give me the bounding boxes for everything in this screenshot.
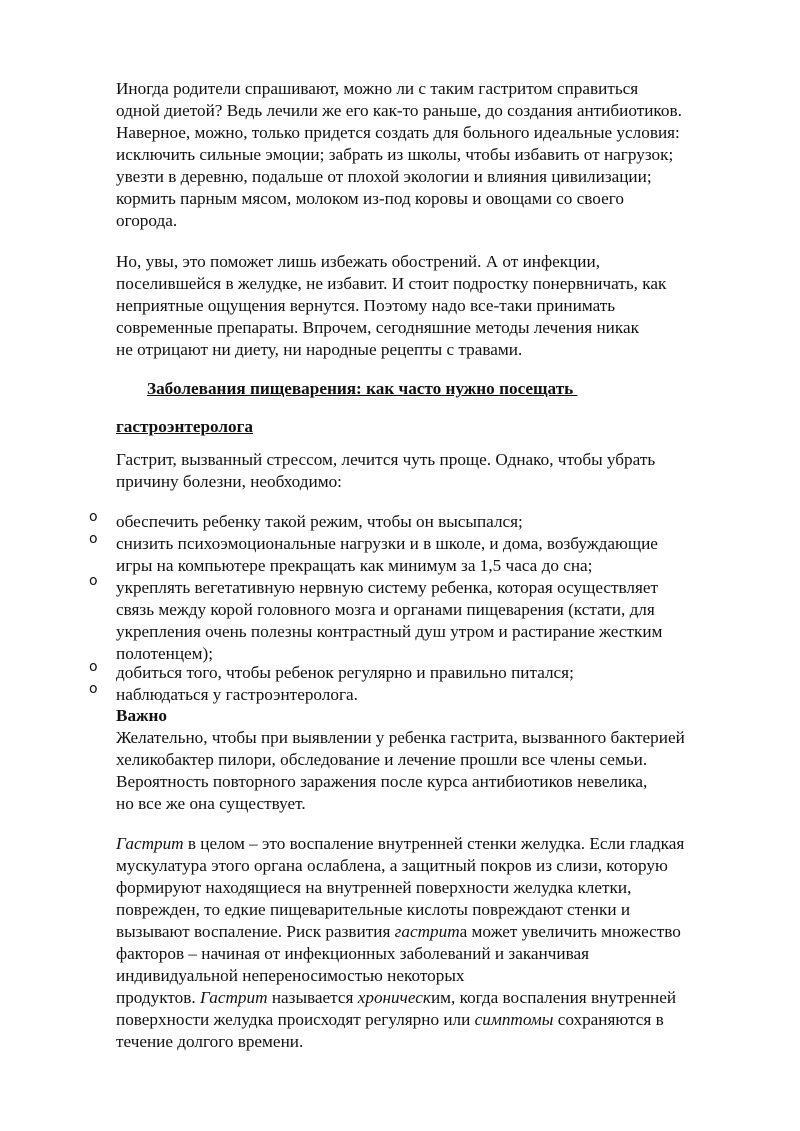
text-span: в целом – это воспаление внутренней стенки желудка. Если гладкая	[183, 834, 685, 853]
list-item-text: укреплять вегетативную нервную систему ребенка, которая осуществляет	[116, 578, 659, 597]
text-span: им, когда воспаления внутренней	[430, 988, 677, 1007]
text-line: Желательно, чтобы при выявлении у ребенка гастрита, вызванного бактерией	[116, 728, 685, 747]
bullet-marker: o	[89, 573, 98, 589]
text-line	[116, 987, 676, 1010]
important-label: Важно	[116, 706, 168, 725]
text-span: сохраняются в	[553, 1010, 664, 1029]
text-line: мускулатура этого органа ослаблена, а защитный покров из слизи, которую	[116, 856, 668, 875]
list-item-text: укрепления очень полезны контрастный душ утром и растирание жестким	[116, 622, 663, 641]
bullet-marker: o	[89, 681, 98, 697]
text-line: неприятные ощущения вернутся. Поэтому надо все-таки принимать	[116, 296, 616, 315]
list-item-text: связь между корой головного мозга и органами пищеварения (кстати, для	[116, 600, 655, 619]
list-item-text: игры на компьютере прекращать как минимум за 1,5 часа до сна;	[116, 556, 593, 575]
text-span: называется	[267, 988, 358, 1007]
text-line: исключить сильные эмоции; забрать из школы, чтобы избавить от нагрузок;	[116, 145, 674, 164]
italic-term: Гастрит	[116, 834, 184, 853]
italic-term: хроническ	[357, 988, 431, 1007]
text-line: поврежден, то едкие пищеварительные кислоты повреждают стенки и	[116, 900, 631, 919]
text-span: продуктов.	[116, 988, 200, 1007]
text-line: Наверное, можно, только придется создать для больного идеальные условия:	[116, 123, 680, 142]
text-line: но все же она существует.	[116, 794, 306, 813]
text-span: поверхности желудка происходят регулярно или	[116, 1010, 475, 1029]
text-line	[116, 833, 684, 856]
text-line: огорода.	[116, 211, 178, 230]
text-line: одной диетой? Ведь лечили же его как-то раньше, до создания антибиотиков.	[116, 101, 682, 120]
text-line	[116, 921, 681, 944]
text-line: факторов – начиная от инфекционных заболеваний и заканчивая	[116, 944, 590, 963]
list-item-text: добиться того, чтобы ребенок регулярно и правильно питался;	[116, 663, 574, 682]
text-line: индивидуальной непереносимостью некоторых	[116, 966, 465, 985]
italic-term: симптомы	[474, 1010, 554, 1029]
text-line: поселившейся в желудке, не избавит. И стоит подростку понервничать, как	[116, 274, 667, 293]
text-line: Но, увы, это поможет лишь избежать обострений. А от инфекции,	[116, 252, 600, 271]
bullet-marker: o	[89, 531, 98, 547]
text-line: увезти в деревню, подальше от плохой экологии и влияния цивилизации;	[116, 167, 652, 186]
text-line: кормить парным мясом, молоком из-под коровы и овощами со своего	[116, 189, 624, 208]
text-line: хеликобактер пилори, обследование и лечение прошли все члены семьи.	[116, 750, 648, 769]
list-item-text: снизить психоэмоциональные нагрузки и в школе, и дома, возбуждающие	[116, 534, 658, 553]
bullet-marker: o	[89, 509, 98, 525]
list-item-text: обеспечить ребенку такой режим, чтобы он высыпался;	[116, 512, 523, 531]
italic-term: гастрит	[394, 922, 460, 941]
text-line: не отрицают ни диету, ни народные рецепты с травами.	[116, 340, 523, 359]
list-item-text: полотенцем);	[116, 644, 214, 663]
heading-line-1: Заболевания пищеварения: как часто нужно посещать	[147, 379, 578, 398]
list-item-text: наблюдаться у гастроэнтеролога.	[116, 685, 358, 704]
text-line	[116, 1009, 664, 1032]
text-line: формируют находящиеся на внутренней поверхности желудка клетки,	[116, 878, 632, 897]
text-span: а может увеличить множество	[459, 922, 681, 941]
text-span: вызывают воспаление. Риск развития	[116, 922, 395, 941]
text-line: Иногда родители спрашивают, можно ли с таким гастритом справиться	[116, 79, 639, 98]
italic-term: Гастрит	[199, 988, 268, 1007]
text-line: современные препараты. Впрочем, сегодняшние методы лечения никак	[116, 318, 639, 337]
text-line: Вероятность повторного заражения после курса антибиотиков невелика,	[116, 772, 648, 791]
text-line: течение долгого времени.	[116, 1032, 304, 1051]
heading-line-2: гастроэнтеролога	[116, 417, 254, 436]
text-line: Гастрит, вызванный стрессом, лечится чуть проще. Однако, чтобы убрать	[116, 450, 656, 469]
bullet-marker: o	[89, 659, 98, 675]
text-line: причину болезни, необходимо:	[116, 472, 342, 491]
